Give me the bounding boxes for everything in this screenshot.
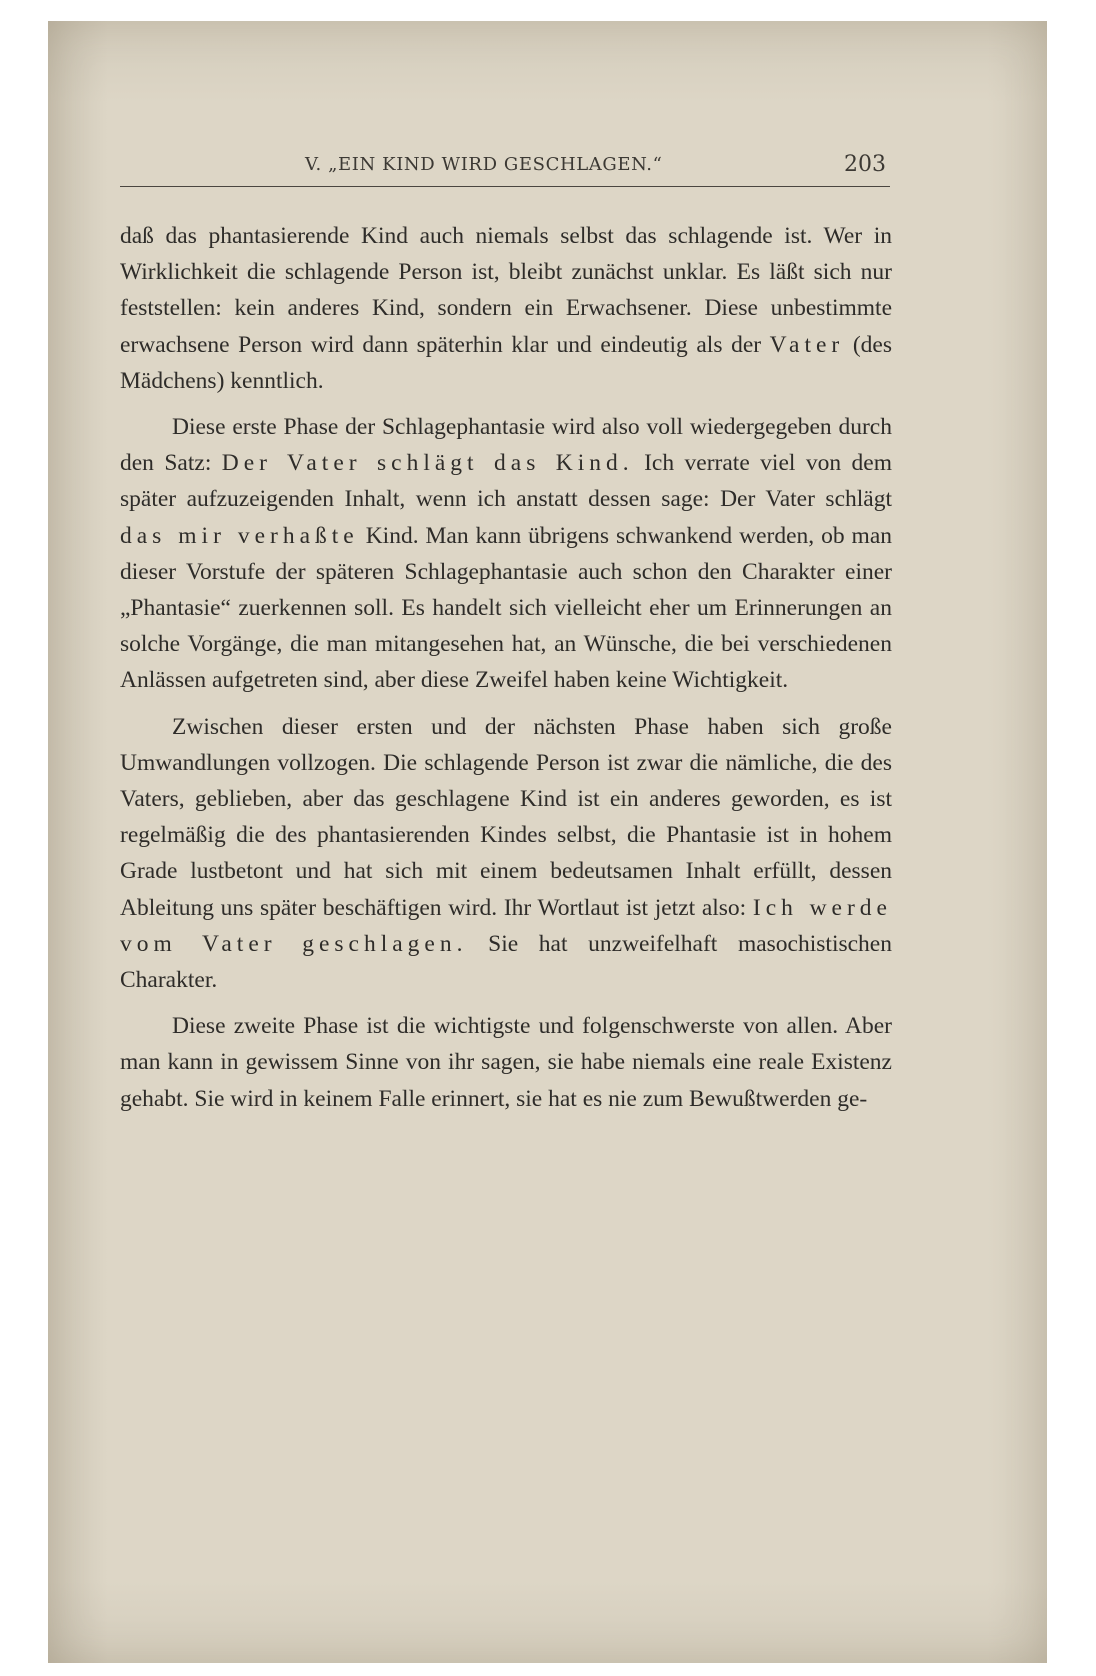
emphasis-run: Vater [769, 331, 845, 358]
text-run: Zwischen dieser ersten und der nächsten Phase haben sich große Umwandlungen vollzogen. Die schlagende Person ist zwar die nämliche, die des Vaters, geblieben, aber das geschlagene Kind ist ein anderes geworden, es ist regelmäßig die des phantasierenden Kindes selbst, die Phantasie ist in hohem Grade lustbetont und hat sich mit einem bedeutsamen Inhalt erfüllt, dessen Ableitung uns später beschäftigen wird. Ihr Wortlaut ist jetzt also: [120, 713, 892, 921]
text-run: (des Mädchens) kenntlich. [120, 331, 893, 394]
paragraph-1 [120, 218, 892, 399]
running-title: V. „EIN KIND WIRD GESCHLAGEN.“ [305, 154, 663, 175]
paragraph-4 [120, 1008, 892, 1117]
text-run: daß das phantasierende Kind auch niemals selbst das schlagende ist. Wer in Wirklichkeit die schlagende Person ist, bleibt zunächst unklar. Es läßt sich nur feststellen: kein anderes Kind, sondern ein Erwachsener. Diese unbestimmte erwachsene Person wird dann späterhin klar und eindeutig als der [120, 223, 892, 358]
page-number: 203 [844, 152, 886, 177]
page-header [120, 150, 890, 187]
emphasis-run: das mir verhaßte [120, 522, 359, 549]
paragraph-2 [120, 409, 892, 699]
text-run: Sie hat unzweifelhaft masochistischen Charakter. [120, 930, 892, 994]
text-run: Diese zweite Phase ist die wichtigste und folgenschwerste von allen. Aber man kann in gewissem Sinne von ihr sagen, sie habe niemals eine reale Existenz gehabt. Sie wird in keinem Falle erinnert, sie hat es nie zum Bewußtwerden ge- [120, 1013, 892, 1112]
text-run: Kind. Man kann übrigens schwankend werden, ob man dieser Vorstufe der späteren Schlagephantasie auch schon den Charakter einer „Phantasie“ zuerkennen soll. Es handelt sich vielleicht eher um Erinnerungen an solche Vorgänge, die man mitangesehen hat, an Wünsche, die bei verschiedenen Anlässen aufgetreten sind, aber diese Zweifel haben keine Wichtigkeit. [120, 522, 892, 694]
text-run: Ich verrate viel von dem später aufzuzeigenden Inhalt, wenn ich anstatt dessen sage: Der Vater schlägt [120, 450, 892, 513]
text-run: Diese erste Phase der Schlagephantasie wird also voll wiedergegeben durch den Satz: [120, 414, 892, 477]
emphasis-run: Ich werde vom Vater geschlagen. [120, 894, 892, 957]
paragraph-3 [120, 709, 892, 999]
body-text [120, 218, 892, 1127]
emphasis-run: Der Vater schlägt das Kind. [221, 450, 634, 477]
